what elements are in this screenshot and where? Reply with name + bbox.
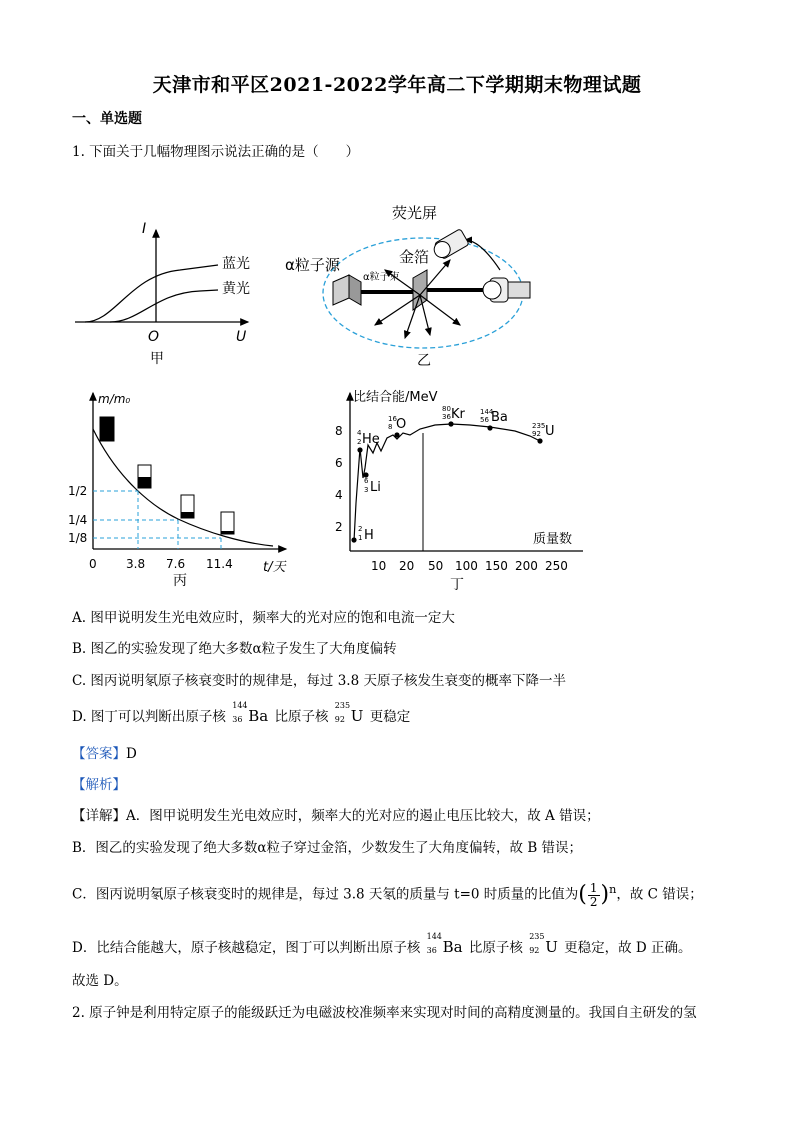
x-tick: 10 — [371, 559, 387, 573]
detail-b: B．图乙的实验发现了绝大多数α粒子穿过金箔，少数发生了大角度偏转，故 B 错误； — [72, 840, 583, 856]
svg-text:2: 2 — [357, 438, 362, 446]
label-Li: Li — [370, 480, 381, 495]
svg-text:56: 56 — [480, 416, 489, 424]
x-tick: 50 — [428, 559, 444, 573]
y-tick: 1/2 — [68, 484, 88, 498]
svg-text:8: 8 — [388, 423, 393, 431]
svg-text:6: 6 — [364, 477, 369, 485]
label-source: α粒子源 — [285, 256, 340, 274]
label-Kr: Kr — [451, 407, 465, 422]
figure-ding — [325, 383, 590, 593]
screen-detector — [431, 229, 469, 262]
detail-c: C．图丙说明氡原子核衰变时的规律是，每过 3.8 天氡的质量与 t=0 时质量的比值为( $\frac{1}{2}$ )$^n$，故 C 错误； — [72, 880, 703, 909]
origin-label: O — [148, 329, 160, 345]
x-tick: 3.8 — [126, 557, 146, 571]
figure-bing — [68, 385, 293, 590]
y-label: I — [142, 221, 147, 237]
x-tick: 7.6 — [166, 557, 186, 571]
svg-text:92: 92 — [532, 430, 541, 438]
decay-curve — [93, 429, 273, 546]
svg-text:36: 36 — [442, 413, 451, 421]
svg-text:16: 16 — [388, 415, 397, 423]
y-tick: 2 — [335, 520, 343, 534]
svg-text:80: 80 — [442, 405, 451, 413]
curve-blue — [85, 265, 218, 322]
x-tick: 200 — [515, 559, 538, 573]
y-tick: 1/4 — [68, 513, 88, 527]
x-tick: 100 — [455, 559, 478, 573]
analysis-tag: 【解析】 — [72, 777, 126, 793]
detail-a: 【详解】A．图甲说明发生光电效应时，频率大的光对应的遏止电压比较大，故 A 错误； — [72, 808, 600, 824]
option-d: D. 图丁可以判断出原子核 144 36 Ba 比原子核 235 92 U 更稳定 — [72, 701, 411, 725]
question-2-stem: 2. 原子钟是利用特定原子的能级跃迁为电磁波校准频率来实现对时间的高精度测量的。我国自主研发的氢 — [72, 1005, 697, 1021]
y-tick: 6 — [335, 456, 343, 470]
curve-label-blue: 蓝光 — [222, 256, 250, 272]
svg-text:235: 235 — [532, 422, 546, 430]
x-tick: 250 — [545, 559, 568, 573]
x-tick: 11.4 — [206, 557, 233, 571]
conclusion: 故选 D。 — [72, 973, 128, 989]
curve-label-yellow: 黄光 — [222, 281, 250, 297]
label-Ba: Ba — [491, 410, 508, 425]
detail-d: D．比结合能越大，原子核越稳定，图丁可以判断出原子核 144 36 Ba 比原子核 235 92 U 更稳定，故 D 正确。 — [72, 932, 692, 956]
binding-curve — [354, 424, 540, 541]
svg-text:3: 3 — [364, 486, 369, 494]
figure-caption: 丁 — [450, 577, 464, 593]
figure-caption: 乙 — [417, 353, 431, 369]
figure-caption: 丙 — [173, 573, 187, 589]
source-box — [333, 275, 349, 305]
label-foil: 金箔 — [399, 248, 430, 266]
x-tick: 20 — [399, 559, 415, 573]
y-label: 比结合能/MeV — [353, 390, 438, 405]
curve-yellow — [110, 290, 218, 322]
label-screen: 荧光屏 — [392, 204, 438, 222]
y-tick: 1/8 — [68, 531, 88, 545]
label-beam: α粒子束 — [363, 272, 400, 283]
option-c: C. 图丙说明氡原子核衰变时的规律是，每过 3.8 天原子核发生衰变的概率下降一半 — [72, 673, 566, 689]
figure-jia — [70, 215, 260, 370]
svg-text:4: 4 — [357, 429, 362, 437]
label-H: H — [364, 528, 374, 543]
figure-yi — [285, 200, 545, 372]
page-title: 天津市和平区2021-2022学年高二下学期期末物理试题 — [152, 74, 642, 96]
svg-text:2: 2 — [358, 525, 363, 533]
y-tick: 4 — [335, 488, 343, 502]
question-1-stem: 1. 下面关于几幅物理图示说法正确的是（ ） — [72, 144, 360, 160]
x-tick: 150 — [485, 559, 508, 573]
section-heading: 一、单选题 — [72, 111, 142, 127]
svg-text:1: 1 — [358, 534, 363, 542]
figure-caption: 甲 — [150, 351, 164, 367]
x-tick: 0 — [89, 557, 97, 571]
nuclide-u: 235 92 U — [334, 701, 364, 725]
nuclide-ba: 144 36 Ba — [232, 701, 269, 725]
svg-text:144: 144 — [480, 408, 494, 416]
y-label: m/m₀ — [98, 392, 131, 406]
answer: 【答案】D — [72, 746, 137, 762]
x-label: 质量数 — [533, 532, 573, 547]
label-O: O — [396, 417, 407, 432]
option-a: A. 图甲说明发生光电效应时，频率大的光对应的饱和电流一定大 — [72, 610, 455, 626]
y-tick: 8 — [335, 424, 343, 438]
label-U: U — [545, 424, 555, 439]
x-label: t/天 — [263, 560, 286, 575]
option-b: B. 图乙的实验发现了绝大多数α粒子发生了大角度偏转 — [72, 641, 397, 657]
label-He: He — [362, 432, 380, 447]
x-label: U — [236, 329, 247, 345]
